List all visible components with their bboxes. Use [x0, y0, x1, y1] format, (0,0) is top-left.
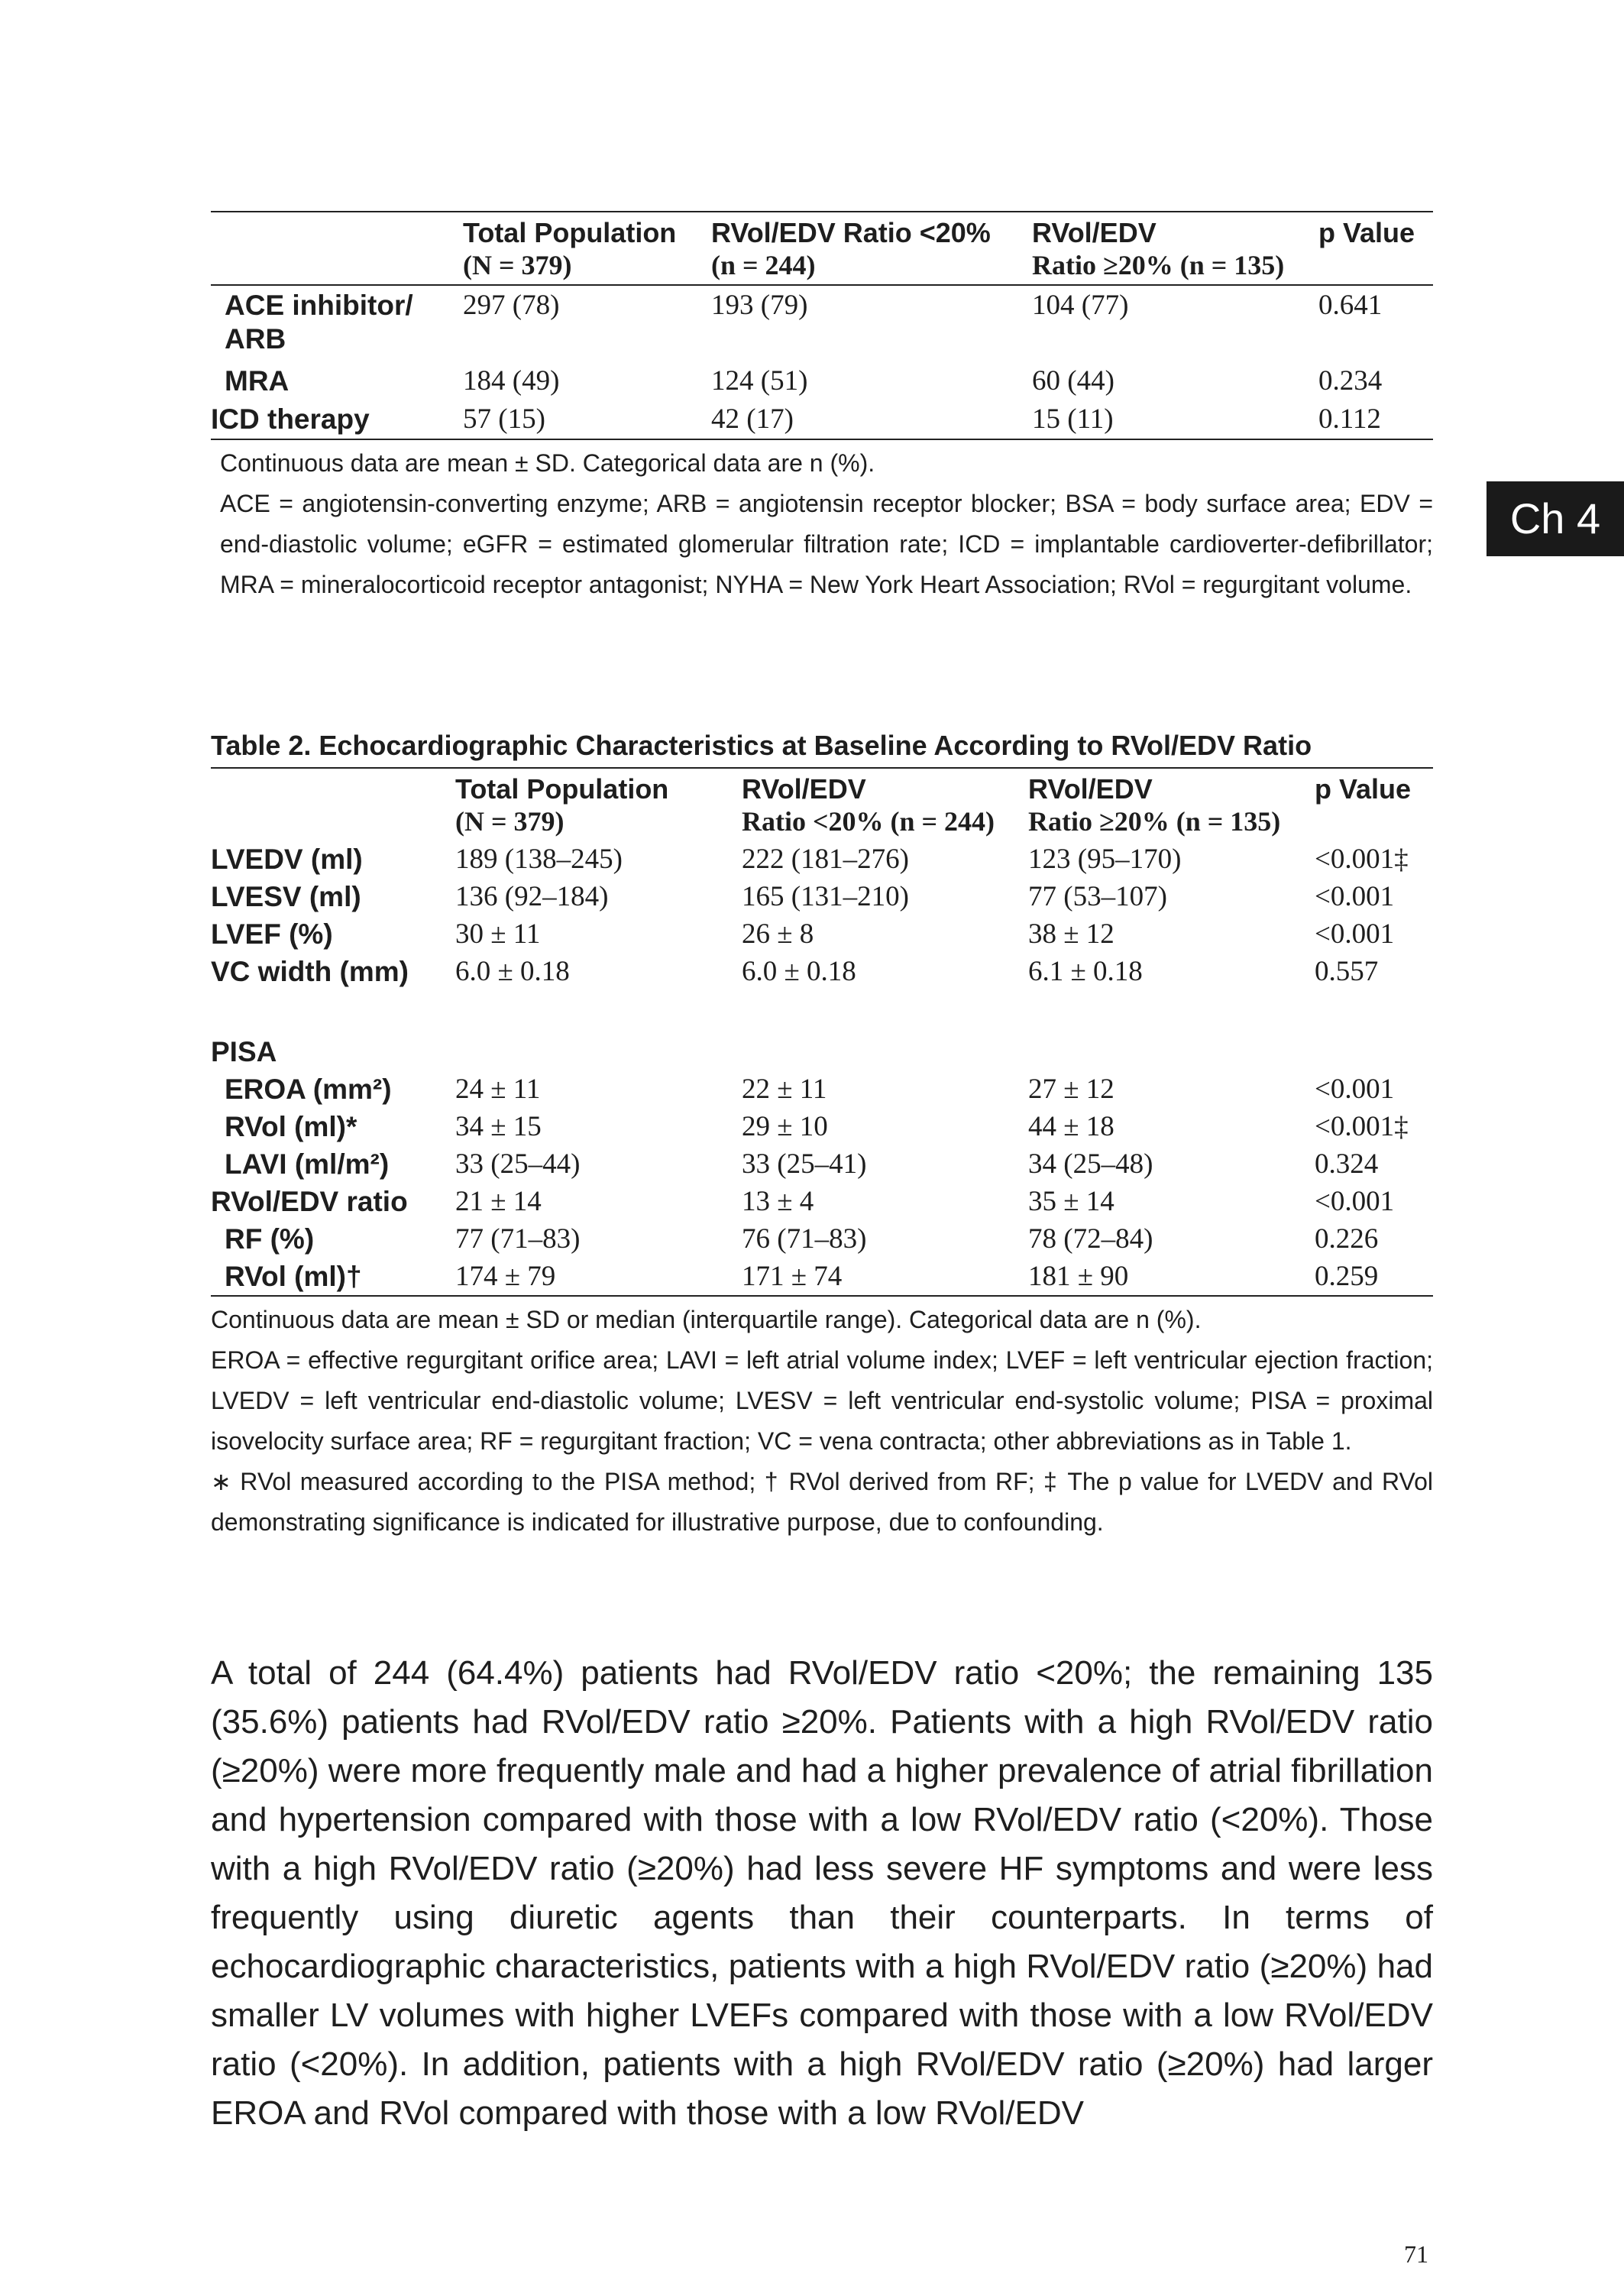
cell-low: 13 ± 4: [742, 1186, 814, 1217]
cell-total: 34 ± 15: [455, 1111, 542, 1142]
cell-low: 165 (131–210): [742, 881, 909, 912]
cell-low: 22 ± 11: [742, 1074, 827, 1105]
cell-high: 38 ± 12: [1028, 918, 1114, 950]
cell-high: 6.1 ± 0.18: [1028, 956, 1143, 987]
cell-p: <0.001‡: [1315, 844, 1409, 875]
cell-low: 171 ± 74: [742, 1261, 843, 1292]
table-1-notes: [211, 443, 1433, 605]
table-1-header-label: [211, 212, 463, 285]
row-label: LVEF (%): [211, 918, 333, 950]
cell-total: 6.0 ± 0.18: [455, 956, 570, 987]
cell-total: 184 (49): [463, 365, 560, 397]
cell-high: 181 ± 90: [1028, 1261, 1129, 1292]
row-label: RF (%): [225, 1223, 315, 1255]
table-row: [211, 953, 1433, 990]
table-1-header-total: Total Population (N = 379): [463, 217, 677, 280]
cell-low: 222 (181–276): [742, 844, 909, 875]
table-row: [211, 362, 1433, 400]
table-2-note-footnotes: ∗ RVol measured according to the PISA method; † RVol derived from RF; ‡ The p value for LVEDV and RVol demonstrating significance is indicated for illustrative purpose, due to confounding.: [211, 1468, 1433, 1536]
cell-p: <0.001: [1315, 1074, 1395, 1105]
cell-low: 29 ± 10: [742, 1111, 828, 1142]
table-section-row: [211, 1033, 1433, 1070]
row-label: LVEDV (ml): [211, 844, 363, 875]
cell-low: 193 (79): [711, 290, 808, 321]
row-label: VC width (mm): [211, 956, 409, 987]
cell-total: 24 ± 11: [455, 1074, 541, 1105]
cell-high: 27 ± 12: [1028, 1074, 1114, 1105]
cell-p: <0.001‡: [1315, 1111, 1409, 1142]
row-label: MRA: [225, 365, 290, 397]
cell-p: 0.226: [1315, 1223, 1379, 1255]
row-label: RVol/EDV ratio: [211, 1186, 408, 1217]
body-paragraph: A total of 244 (64.4%) patients had RVol/EDV ratio <20%; the remaining 135 (35.6%) patients had RVol/EDV ratio ≥20%. Patients with a high RVol/EDV ratio (≥20%) were more frequently male and had a higher prevalence of atrial fibrillation and hypertension compared with those with a low RVol/EDV ratio (<20%). Those with a high RVol/EDV ratio (≥20%) had less severe HF symptoms and were less frequently using diuretic agents than their counterparts. In terms of echocardiographic characteristics, patients with a high RVol/EDV ratio (≥20%) had smaller LV volumes with higher LVEFs compared with those with a low RVol/EDV ratio (<20%). In addition, patients with a high RVol/EDV ratio (≥20%) had larger EROA and RVol compared with those with a low RVol/EDV: [211, 1654, 1433, 2132]
cell-total: 189 (138–245): [455, 844, 623, 875]
table-1-header-p: p Value: [1318, 217, 1415, 248]
row-label: RVol (ml)†: [225, 1261, 362, 1292]
table-row: [211, 285, 1433, 362]
cell-total: 136 (92–184): [455, 881, 609, 912]
table-2-note-abbreviations: EROA = effective regurgitant orifice area; LAVI = left atrial volume index; LVEF = left ventricular ejection fraction; LVEDV = left ventricular end-diastolic volume; LVESV = left ventricular end-systolic volume; PISA = proximal isovelocity surface area; RF = regurgitant fraction; VC = vena contracta; other abbreviations as in Table 1.: [211, 1346, 1433, 1455]
cell-p: 0.234: [1318, 365, 1383, 397]
row-label: LAVI (ml/m²): [225, 1148, 390, 1180]
section-label-pisa: PISA: [211, 1036, 277, 1067]
row-label: EROA (mm²): [225, 1074, 392, 1105]
table-1-header-high: RVol/EDV Ratio ≥20% (n = 135): [1032, 217, 1285, 280]
cell-low: 26 ± 8: [742, 918, 814, 950]
cell-total: 33 (25–44): [455, 1148, 581, 1180]
table-row: [211, 400, 1433, 439]
table-2-header-row: [211, 768, 1433, 840]
page-number: 71: [1404, 2240, 1428, 2268]
cell-high: 123 (95–170): [1028, 844, 1182, 875]
cell-high: 104 (77): [1032, 290, 1129, 321]
table-2-notes: [211, 1300, 1433, 1543]
table-2-header-low: RVol/EDV Ratio <20% (n = 244): [742, 773, 995, 837]
cell-p: 0.557: [1315, 956, 1379, 987]
cell-low: 124 (51): [711, 365, 808, 397]
cell-low: 76 (71–83): [742, 1223, 867, 1255]
table-1-continued: [211, 211, 1433, 605]
cell-p: 0.641: [1318, 290, 1383, 321]
table-row: [211, 1145, 1433, 1183]
cell-low: 42 (17): [711, 403, 794, 435]
table-1-note-abbreviations: ACE = angiotensin-converting enzyme; ARB = angiotensin receptor blocker; BSA = body surface area; EDV = end-diastolic volume; eGFR = estimated glomerular filtration rate; ICD = implantable cardioverter-defibrillator; MRA = mineralocorticoid receptor antagonist; NYHA = New York Heart Association; RVol = regurgitant volume.: [220, 490, 1433, 598]
cell-p: <0.001: [1315, 881, 1395, 912]
body-text: [211, 1649, 1433, 2138]
cell-high: 60 (44): [1032, 365, 1114, 397]
cell-high: 77 (53–107): [1028, 881, 1167, 912]
table-2-header-label: [211, 768, 455, 840]
table-row: [211, 915, 1433, 953]
table-row: [211, 1220, 1433, 1258]
cell-high: 78 (72–84): [1028, 1223, 1153, 1255]
table-1-header-row: [211, 212, 1433, 285]
cell-high: 15 (11): [1032, 403, 1114, 435]
cell-p: <0.001: [1315, 1186, 1395, 1217]
cell-total: 174 ± 79: [455, 1261, 556, 1292]
row-label: RVol (ml)*: [225, 1111, 357, 1142]
cell-total: 297 (78): [463, 290, 560, 321]
table-1: [211, 211, 1433, 440]
cell-high: 34 (25–48): [1028, 1148, 1153, 1180]
cell-high: 44 ± 18: [1028, 1111, 1114, 1142]
table-2: [211, 724, 1433, 1543]
table-2-caption: Table 2. Echocardiographic Characteristics at Baseline According to RVol/EDV Ratio: [211, 730, 1312, 761]
cell-p: 0.112: [1318, 403, 1381, 435]
cell-low: 33 (25–41): [742, 1148, 867, 1180]
cell-low: 6.0 ± 0.18: [742, 956, 856, 987]
cell-total: 57 (15): [463, 403, 545, 435]
row-label: LVESV (ml): [211, 881, 361, 912]
table-2-note-data: Continuous data are mean ± SD or median (interquartile range). Categorical data are n (%).: [211, 1306, 1202, 1333]
table-2-header-high: RVol/EDV Ratio ≥20% (n = 135): [1028, 773, 1281, 837]
table-1-note-data: Continuous data are mean ± SD. Categorical data are n (%).: [220, 449, 875, 477]
table-row: [211, 840, 1433, 878]
table-row: [211, 1183, 1433, 1220]
table-row: [211, 878, 1433, 915]
cell-total: 30 ± 11: [455, 918, 541, 950]
table-row: [211, 1258, 1433, 1296]
table-row: [211, 1108, 1433, 1145]
table-row: [211, 1070, 1433, 1108]
table-2-grid: [211, 767, 1433, 1297]
row-label: ACE inhibitor/ ARB: [225, 290, 413, 355]
chapter-tab: Ch 4: [1487, 481, 1624, 556]
cell-p: 0.259: [1315, 1261, 1379, 1292]
table-spacer-row: [211, 990, 1433, 1033]
table-2-header-p: p Value: [1315, 773, 1412, 805]
cell-p: 0.324: [1315, 1148, 1379, 1180]
cell-total: 77 (71–83): [455, 1223, 581, 1255]
table-2-header-total: Total Population (N = 379): [455, 773, 669, 837]
row-label: ICD therapy: [211, 403, 370, 435]
cell-total: 21 ± 14: [455, 1186, 542, 1217]
cell-p: <0.001: [1315, 918, 1395, 950]
table-1-header-low: RVol/EDV Ratio <20% (n = 244): [711, 217, 991, 280]
cell-high: 35 ± 14: [1028, 1186, 1114, 1217]
